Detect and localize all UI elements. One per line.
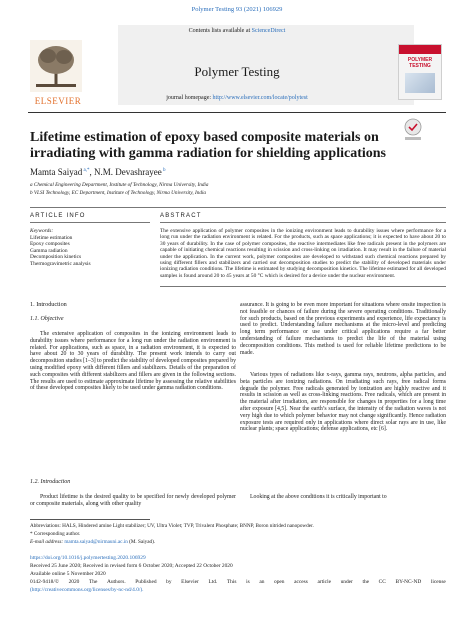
contents-prefix: Contents lists available at xyxy=(188,28,252,34)
available-online: Available online 5 November 2020 xyxy=(30,571,106,577)
license-word: article xyxy=(317,579,331,585)
author-2[interactable]: N.M. Devashrayee xyxy=(93,167,162,177)
license-word: BY-NC-ND xyxy=(395,579,422,585)
license-url[interactable]: (http://creativecommons.org/licenses/by-nc-nd/4.0/). xyxy=(30,587,144,593)
body-paragraph-objective: The extensive application of composites in the ionizing environment leads to durability issues where performance for a long run under the radiation environment is related. For applications, such as space, in a radiation environment, it is expected to have about 20 to 30 years of durability. The present work intends to carry out decomposition studies [1–3] to predict the stability of developed composites prepared by using modified epoxy with different fillers and stabilizers. Details of the preparation of such composites with different stabilizers and fillers are given in the following sections. The results are used to estimate approximate lifetime by assessing the relative stabilities of these developed composites likely to be used under gamma radiation conditions. xyxy=(30,331,236,392)
body-paragraph-right-1: assurance. It is going to be even more important for situations where onsite inspection is not feasible or chances of failure during the severe operating conditions. Traditionally for such products, based on the previous experiments and experience, life expectancy is used to predict. Understanding failure mechanisms at the micro-level and predicting long term performance or use under critical applications require a far better understanding of failure mechanisms to predict the life of the material using decomposition conditions. This method is used for reliable lifetime predictions to be made. xyxy=(240,302,446,356)
license-word: is xyxy=(246,579,250,585)
license-word: Authors. xyxy=(106,579,126,585)
abstract-sub-rule xyxy=(160,222,446,223)
cover-title-line-1: POLYMER xyxy=(407,57,433,63)
author-separator: , xyxy=(89,167,94,177)
license-word: 0142-9418/© xyxy=(30,579,59,585)
author-1[interactable]: Mamta Saiyad xyxy=(30,167,83,177)
journal-cover-thumbnail[interactable] xyxy=(398,44,442,100)
license-line xyxy=(30,579,446,585)
body-paragraph-introduction: Product lifetime is the desired quality to be specified for newly developed polymer or composite materials, along with other quality xyxy=(30,494,236,507)
license-word: the xyxy=(362,579,370,585)
header-divider xyxy=(28,112,446,113)
license-word: The xyxy=(88,579,98,585)
keywords-list xyxy=(30,235,91,267)
footnote-email xyxy=(30,539,446,545)
license-word: Ltd. xyxy=(208,579,218,585)
homepage-prefix: journal homepage: xyxy=(166,95,213,101)
license-word: under xyxy=(340,579,353,585)
email-link[interactable]: mamta.saiyad@nirmauni.ac.in xyxy=(64,539,128,545)
license-word: This xyxy=(226,579,237,585)
cover-title xyxy=(399,57,441,69)
affiliation-a: a Chemical Engineering Department, Institute of Technology, Nirma University, India xyxy=(30,182,209,188)
license-word: by xyxy=(166,579,172,585)
subsection-heading-objective: 1.1. Objective xyxy=(30,316,64,322)
abstract-bottom-rule xyxy=(160,286,446,287)
info-top-rule xyxy=(30,207,446,208)
author-list xyxy=(30,167,165,177)
article-info-heading: ARTICLE INFO xyxy=(30,213,86,219)
section-heading-introduction: 1. Introduction xyxy=(30,301,67,308)
license-word: access xyxy=(294,579,308,585)
keyword: Epoxy composites xyxy=(30,241,70,248)
journal-citation[interactable]: Polymer Testing 93 (2021) 106929 xyxy=(191,6,283,13)
contents-line xyxy=(0,28,474,34)
license-word: Elsevier xyxy=(181,579,199,585)
journal-name: Polymer Testing xyxy=(194,64,280,79)
dates-line: Received 25 June 2020; Received in revised form 6 October 2020; Accepted 22 October 2020 xyxy=(30,563,233,569)
email-label: E-mail address: xyxy=(30,539,65,545)
license-word: Published xyxy=(135,579,157,585)
body-paragraph-right-3: Looking at the above conditions it is critically important to xyxy=(250,494,387,500)
keywords-heading: Keywords: xyxy=(30,228,54,234)
email-suffix: (M. Saiyad). xyxy=(127,539,156,545)
license-word: license xyxy=(430,579,446,585)
homepage-link[interactable]: http://www.elsevier.com/locate/polytest xyxy=(212,95,308,101)
info-sub-rule xyxy=(30,222,150,223)
author-1-marks[interactable]: a,* xyxy=(82,168,90,173)
keyword: Gamma radiation xyxy=(30,247,68,254)
keyword: Thermogravimetric analysis xyxy=(30,260,91,267)
footnote-rule xyxy=(30,519,150,520)
doi-link[interactable]: https://doi.org/10.1016/j.polymertesting.2020.106929 xyxy=(30,555,146,561)
abstract-text: The extensive application of polymer composites in the ionizing environment leads to durability issues where performance for a long run under the radiation environment is related. For the products, such as space applications; it is expected to have about 20 to 30 years of durability. In the case of polymer composites, the reactive intermediates like free radicals present in the polymers are capable of initiating chemical reactions resulting in scission and cross-linking on irradiation. It may result in the failure of material under the application. In the current work, polymer composites are developed to withstand such chemical reactions prepared by using different fillers and stabilizers and carried out decomposition studies to predict the stability of developed materials under ionizing radiation conditions. The lifetime is estimated by studying decomposition kinetics. The lifetime estimated for all developed samples is found around 20 to 45 years at 50 °C which is desired for a device under the nuclear environment. xyxy=(160,228,446,279)
cover-artwork xyxy=(405,73,435,93)
sciencedirect-link[interactable]: ScienceDirect xyxy=(251,28,286,34)
license-word: an xyxy=(259,579,265,585)
check-for-updates-icon[interactable] xyxy=(402,118,424,142)
article-title: Lifetime estimation of epoxy based composite materials on irradiating with gamma radiation for shielding applications xyxy=(30,130,386,161)
subsection-heading-introduction: 1.2. Introduction xyxy=(30,479,71,485)
license-word: 2020 xyxy=(68,579,80,585)
body-paragraph-right-2: Various types of radiations like x-rays, gamma rays, neutrons, alpha particles, and beta particles are ionizing radiations. On irradiating such rays, free radical forms degrade the polymer. Free radicals generated by ionization are highly reactive and it results in scission as well as cross-linking reactions. Free radicals, which are present in the material after irradiation, are responsible for changes in properties for a long time after exposure [4,5]. Near the earth’s surface, the intensity of the radiation waves is not very high due to which polymer behavior may not change significantly. Hence radiation exposure tests are required only in applications where direct solar rays are in use, like nuclear plants; space applications; defense applications, etc [6]. xyxy=(240,372,446,433)
elsevier-tree-logo-icon xyxy=(30,40,82,92)
cover-title-line-2: TESTING xyxy=(409,63,431,69)
keyword: Lifetime estimation xyxy=(30,235,73,241)
affiliation-b: b VLSI Technology, EC Department, Institute of Technology, Nirma University, India xyxy=(30,190,206,196)
license-word: open xyxy=(274,579,285,585)
keyword: Decomposition kinetics xyxy=(30,254,82,261)
author-2-marks[interactable]: b xyxy=(161,168,166,173)
publisher-name: ELSEVIER xyxy=(34,96,82,106)
abstract-heading: ABSTRACT xyxy=(160,213,202,219)
cover-banner xyxy=(399,45,441,54)
footnote-corresponding: * Corresponding author. xyxy=(30,531,81,537)
footnote-abbreviations: Abbreviations: HALS, Hindered amine Light stabilizer; UV, Ultra Violet; TVP, Trivalent Phosphate; BNNP, Boron nitrided nanopowder. xyxy=(30,523,314,529)
license-word: CC xyxy=(378,579,386,585)
